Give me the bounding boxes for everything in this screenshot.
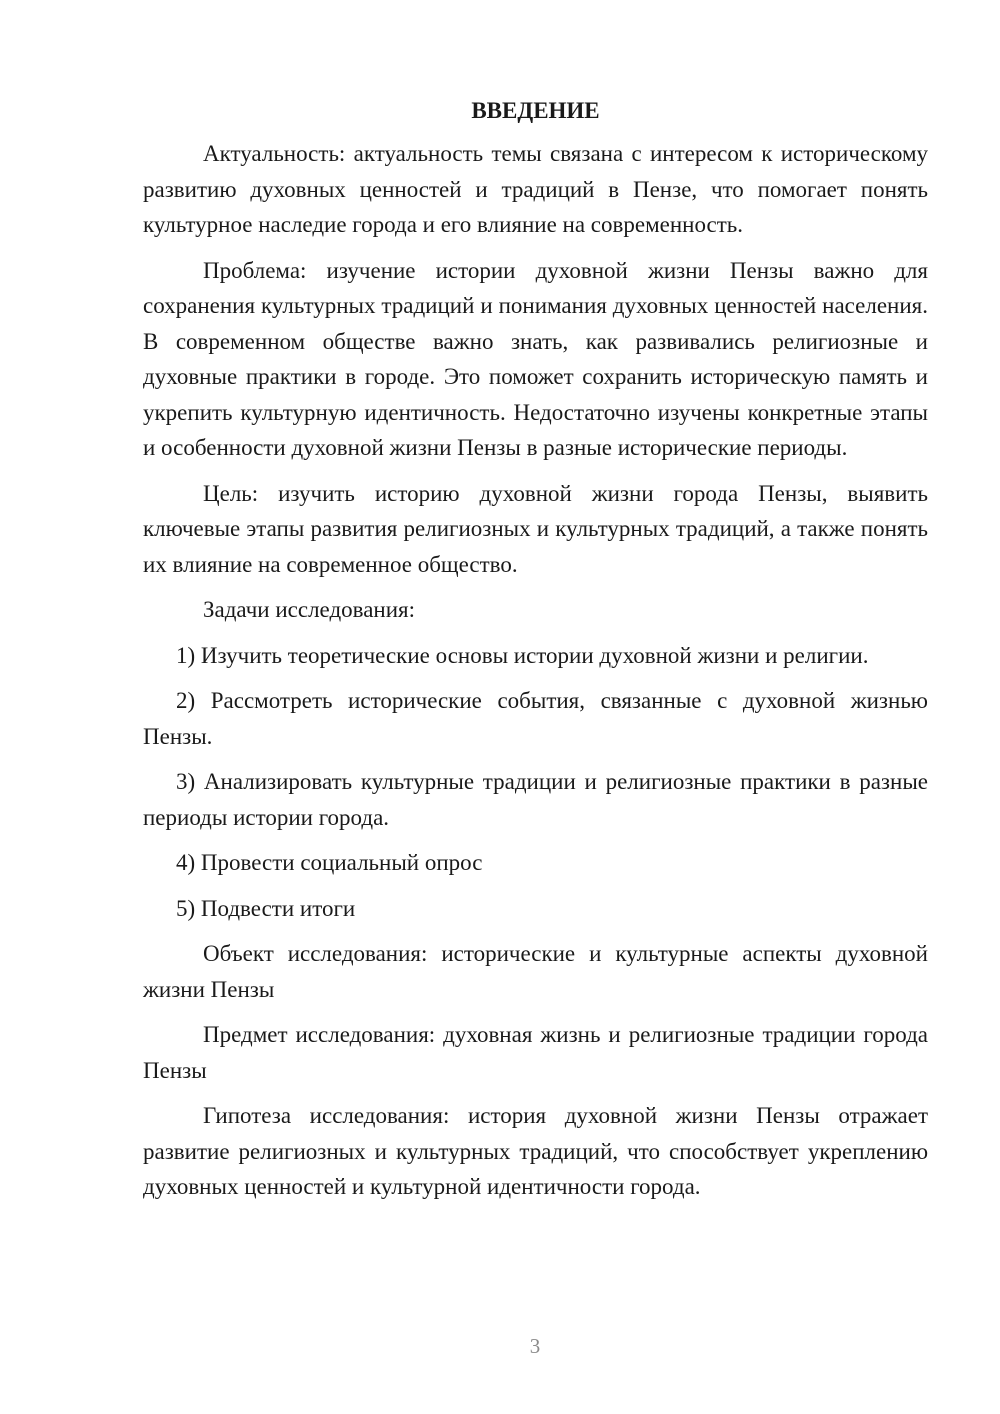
hypothesis-paragraph: Гипотеза исследования: история духовной жизни Пензы отражает развитие религиозных и культурных традиций, что способствует укреплению духовных ценностей и культурной идентичности города. bbox=[143, 1103, 928, 1199]
page-content bbox=[143, 93, 928, 1215]
task-item-3: 3) Анализировать культурные традиции и религиозные практики в разные периоды истории города. bbox=[143, 769, 928, 830]
goal-paragraph: Цель: изучить историю духовной жизни города Пензы, выявить ключевые этапы развития религиозных и культурных традиций, а также понять их влияние на современное общество. bbox=[143, 480, 928, 577]
problem-paragraph: Проблема: изучение истории духовной жизни Пензы важно для сохранения культурных традиций и понимания духовных ценностей населения. В современном обществе важно знать, как развивались религиозные и духовные практики в городе. Это поможет сохранить историческую память и укрепить культурную идентичность. Недостаточно изучены конкретные этапы и особенности духовной жизни Пензы в разные исторические периоды. bbox=[143, 257, 928, 460]
relevance-paragraph: Актуальность: актуальность темы связана с интересом к историческому развитию духовных ценностей и традиций в Пензе, что помогает понять культурное наследие города и его влияние на современность. bbox=[143, 141, 928, 237]
object-paragraph: Объект исследования: исторические и культурные аспекты духовной жизни Пензы bbox=[143, 941, 928, 1002]
task-item-5: 5) Подвести итоги bbox=[176, 895, 356, 921]
page-number: 3 bbox=[529, 1334, 541, 1358]
page-title: ВВЕДЕНИЕ bbox=[471, 98, 600, 123]
subject-paragraph: Предмет исследования: духовная жизнь и религиозные традиции города Пензы bbox=[143, 1022, 928, 1083]
task-item-4: 4) Провести социальный опрос bbox=[176, 850, 483, 875]
tasks-heading: Задачи исследования: bbox=[203, 597, 416, 622]
task-item-1: 1) Изучить теоретические основы истории духовной жизни и религии. bbox=[176, 642, 869, 668]
task-item-2: 2) Рассмотреть исторические события, связанные с духовной жизнью Пензы. bbox=[143, 688, 928, 749]
